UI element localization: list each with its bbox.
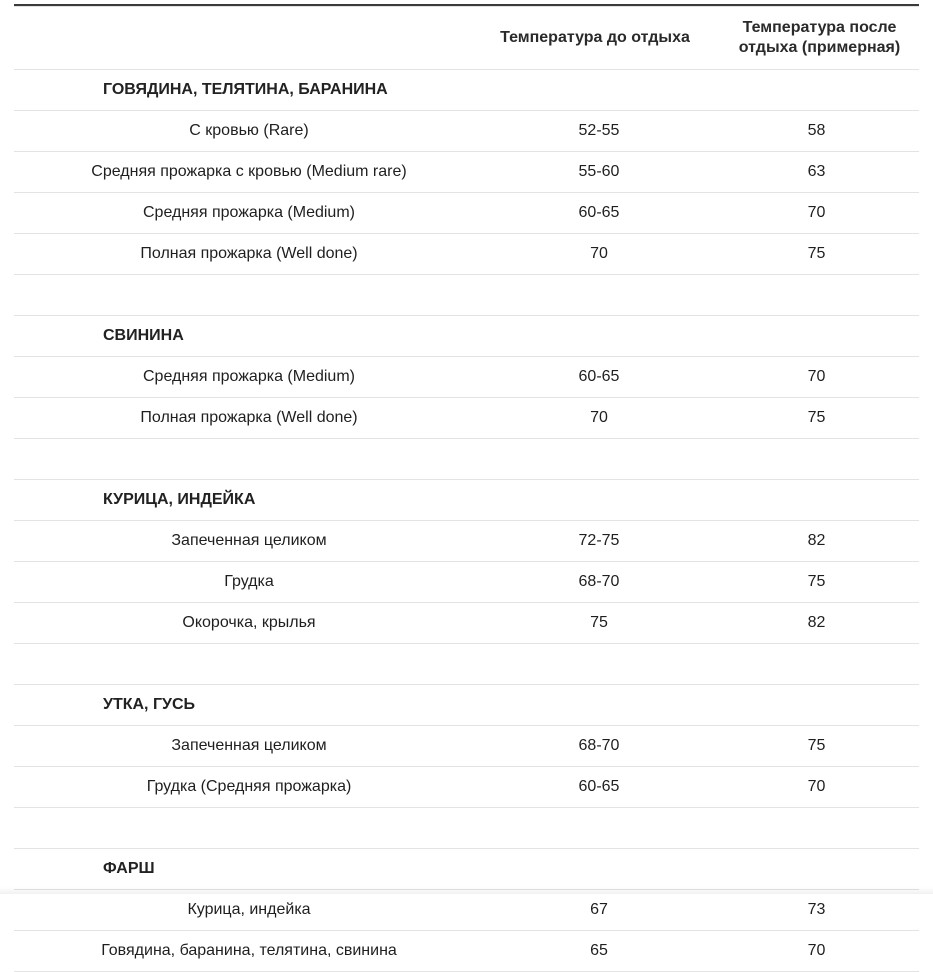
- spacer-cell: [14, 808, 919, 849]
- table-row: [14, 890, 919, 931]
- temp-before: 67: [484, 890, 714, 931]
- table-body: [14, 70, 919, 972]
- header-temp-before-label: Температура до отдыха: [500, 29, 690, 46]
- table-row: [14, 398, 919, 439]
- section-spacer: [14, 808, 919, 849]
- temp-before: 68-70: [484, 562, 714, 603]
- spacer-cell: [14, 439, 919, 480]
- section-spacer: [14, 644, 919, 685]
- temp-before: 60-65: [484, 767, 714, 808]
- category-title: КУРИЦА, ИНДЕЙКА: [14, 480, 484, 521]
- category-title: УТКА, ГУСЬ: [14, 685, 484, 726]
- table-row: [14, 521, 919, 562]
- table-row: [14, 357, 919, 398]
- category-empty-cell: [484, 480, 714, 521]
- temp-before: 70: [484, 398, 714, 439]
- category-empty-cell: [484, 316, 714, 357]
- table-row: [14, 603, 919, 644]
- temp-after: 82: [714, 521, 919, 562]
- temp-after: 73: [714, 890, 919, 931]
- doneness-name: Средняя прожарка (Medium): [14, 193, 484, 234]
- table-row: [14, 767, 919, 808]
- category-row: [14, 70, 919, 111]
- category-row: [14, 316, 919, 357]
- doneness-name: Грудка (Средняя прожарка): [14, 767, 484, 808]
- category-empty-cell: [714, 685, 919, 726]
- category-empty-cell: [714, 70, 919, 111]
- doneness-name: Говядина, баранина, телятина, свинина: [14, 931, 484, 972]
- temp-after: 75: [714, 562, 919, 603]
- category-row: [14, 849, 919, 890]
- category-empty-cell: [714, 480, 919, 521]
- doneness-name: Запеченная целиком: [14, 726, 484, 767]
- category-empty-cell: [714, 316, 919, 357]
- table-row: [14, 726, 919, 767]
- table-row: [14, 111, 919, 152]
- header-temp-after-line2: отдыха (примерная): [738, 39, 901, 56]
- category-row: [14, 480, 919, 521]
- table-header: [14, 7, 919, 70]
- category-empty-cell: [714, 849, 919, 890]
- temp-before: 60-65: [484, 357, 714, 398]
- doneness-name: Грудка: [14, 562, 484, 603]
- table-row: [14, 234, 919, 275]
- header-temp-after: [714, 7, 919, 70]
- header-product: [14, 7, 484, 70]
- header-temp-after-line1: Температура после: [742, 19, 897, 36]
- table-row: [14, 562, 919, 603]
- header-temp-before: [484, 7, 714, 70]
- spacer-cell: [14, 275, 919, 316]
- temp-after: 70: [714, 931, 919, 972]
- temp-after: 75: [714, 726, 919, 767]
- temp-before: 52-55: [484, 111, 714, 152]
- category-title: ГОВЯДИНА, ТЕЛЯТИНА, БАРАНИНА: [14, 70, 484, 111]
- header-row: [14, 7, 919, 70]
- temp-before: 70: [484, 234, 714, 275]
- temp-before: 60-65: [484, 193, 714, 234]
- doneness-name: Запеченная целиком: [14, 521, 484, 562]
- spacer-cell: [14, 644, 919, 685]
- temp-before: 68-70: [484, 726, 714, 767]
- temp-before: 65: [484, 931, 714, 972]
- temperature-table: [14, 6, 919, 972]
- doneness-name: Средняя прожарка с кровью (Medium rare): [14, 152, 484, 193]
- section-spacer: [14, 275, 919, 316]
- temp-after: 58: [714, 111, 919, 152]
- temp-after: 70: [714, 357, 919, 398]
- category-empty-cell: [484, 849, 714, 890]
- temp-before: 55-60: [484, 152, 714, 193]
- temp-after: 75: [714, 234, 919, 275]
- category-title: ФАРШ: [14, 849, 484, 890]
- doneness-name: С кровью (Rare): [14, 111, 484, 152]
- table-row: [14, 152, 919, 193]
- category-title: СВИНИНА: [14, 316, 484, 357]
- table-row: [14, 193, 919, 234]
- category-row: [14, 685, 919, 726]
- category-empty-cell: [484, 70, 714, 111]
- category-empty-cell: [484, 685, 714, 726]
- table-row: [14, 931, 919, 972]
- doneness-name: Окорочка, крылья: [14, 603, 484, 644]
- temp-after: 70: [714, 767, 919, 808]
- doneness-name: Полная прожарка (Well done): [14, 398, 484, 439]
- section-spacer: [14, 439, 919, 480]
- temp-after: 75: [714, 398, 919, 439]
- temp-after: 63: [714, 152, 919, 193]
- temp-before: 75: [484, 603, 714, 644]
- doneness-name: Полная прожарка (Well done): [14, 234, 484, 275]
- doneness-name: Средняя прожарка (Medium): [14, 357, 484, 398]
- temp-before: 72-75: [484, 521, 714, 562]
- bottom-scroll-shadow: [0, 887, 933, 894]
- temp-after: 70: [714, 193, 919, 234]
- temp-after: 82: [714, 603, 919, 644]
- doneness-name: Курица, индейка: [14, 890, 484, 931]
